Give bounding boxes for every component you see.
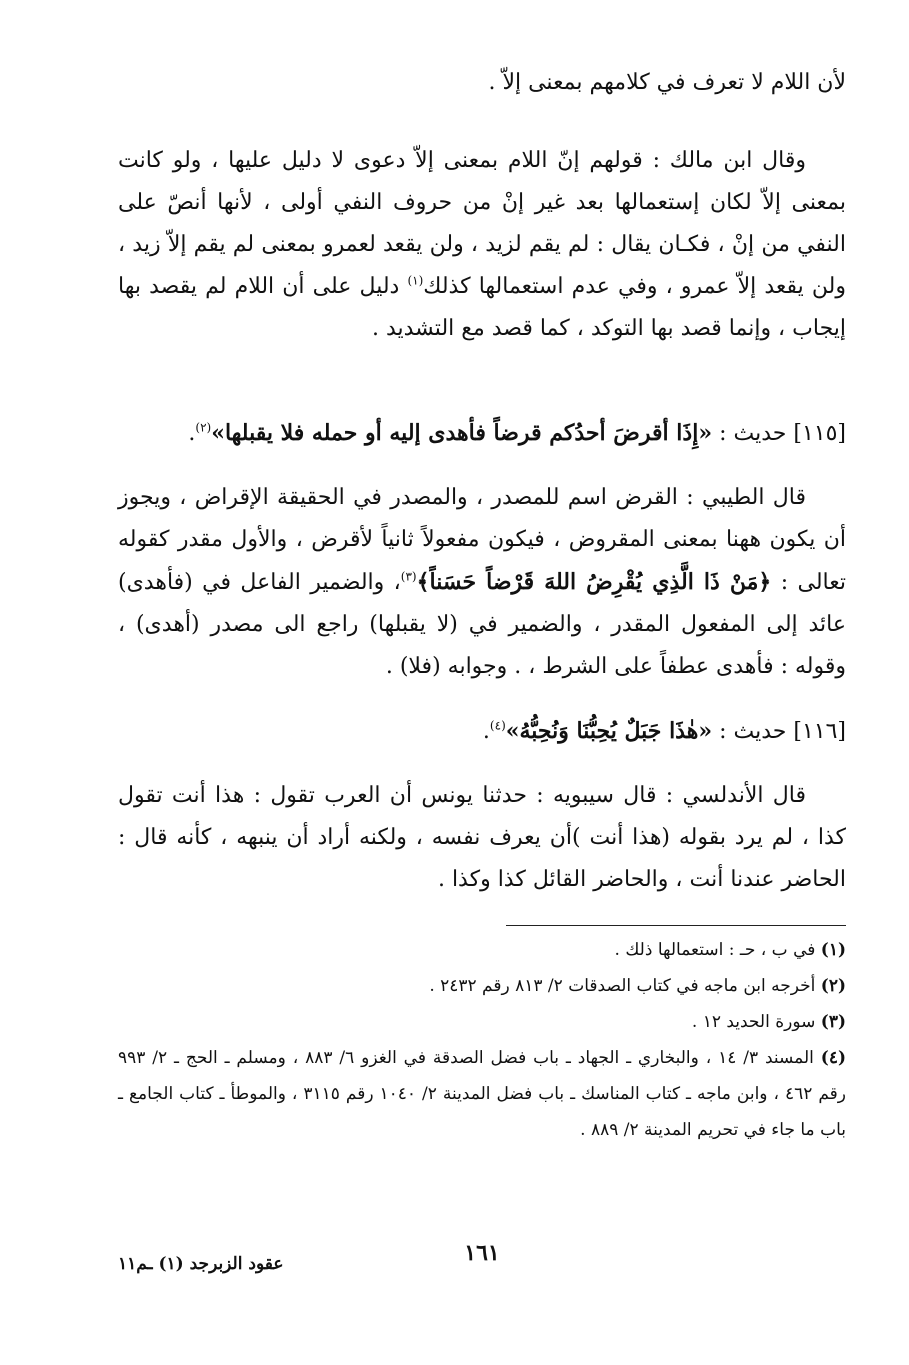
paragraph-3 xyxy=(118,477,846,688)
paragraph-2 xyxy=(118,140,846,350)
footnote-number: (١) xyxy=(820,940,846,960)
paragraph-2-text: وقال ابن مالك : قولهم إنّ اللام بمعنى إلاّ دعوى لا دليل عليها ، ولو كانت بمعنى إلاّ لكان إستعمالها بعد غير إنْ من حروف النفي أولى ، لأنها أنصّ على النفي من إنْ ، فكـان يقال : لم يقم لزيد ، ولن يقعد لعمرو بمعنى لم يقم إلاّ زيد ، ولن يقعد إلاّ عمرو ، وفي عدم استعمالها كذلك xyxy=(118,148,846,299)
hadith-number: [١١٦] xyxy=(793,719,846,744)
footnote-3 xyxy=(118,1004,846,1040)
hadith-quote: «إِذَا أقرضَ أحدُكم قرضاً فأهدى إليه أو حمله فلا يقبلها» xyxy=(211,420,713,446)
hadith-115 xyxy=(118,412,846,455)
footnote-divider xyxy=(506,925,846,926)
footnote-ref-1[interactable]: (١) xyxy=(407,273,424,288)
page-body xyxy=(118,62,846,1148)
footnote-ref-4[interactable]: (٤) xyxy=(489,718,506,733)
spacer xyxy=(118,688,846,710)
hadith-end: . xyxy=(482,719,490,744)
footnote-text: سورة الحديد ١٢ . xyxy=(691,1012,816,1032)
hadith-label: حديث : xyxy=(719,719,787,744)
hadith-116 xyxy=(118,710,846,753)
book-signature: عقود الزبرجد (١) ـم١١ xyxy=(118,1254,284,1274)
quran-verse: ﴿مَنْ ذَا الَّذِي يُقْرِضُ اللهَ قَرْضاً حَسَناً﴾ xyxy=(416,569,772,595)
paragraph-3-text-b: ، والضمير الفاعل في (فأهدى) عائد إلى المفعول المقدر ، والضمير في (لا يقبلها) راجع الى مصدر (أهدى) ، وقوله : فأهدى عطفاً على الشرط ، . وجوابه (فلا) . xyxy=(118,570,846,679)
spacer xyxy=(118,455,846,477)
footnote-4 xyxy=(118,1040,846,1148)
spacer xyxy=(118,350,846,412)
paragraph-2-end: دليل على أن اللام لم يقصد بها إيجاب ، وإنما قصد بها التوكد ، كما قصد مع التشديد . xyxy=(118,274,846,341)
spacer xyxy=(118,104,846,140)
footnote-text: المسند ٣/ ١٤ ، والبخاري ـ الجهاد ـ باب فضل الصدقة في الغزو ٦/ ٨٨٣ ، ومسلم ـ الحج ـ ٢/ ٩٩٣ رقم ٤٦٢ ، وابن ماجه ـ كتاب المناسك ـ باب فضل المدينة ٢/ ١٠٤٠ رقم ٣١١٥ ، والموطأ ـ كتاب الجامع ـ باب ما جاء في تحريم المدينة ٢/ ٨٨٩ . xyxy=(118,1048,846,1140)
paragraph-4: قال الأندلسي : قال سيبويه : حدثنا يونس أن العرب تقول : هذا أنت تقول كذا ، لم يرد بقوله (هذا أنت )أن يعرف نفسه ، ولكنه أراد أن ينبهه ، كأنه قال : الحاضر عندنا أنت ، والحاضر القائل كذا وكذا . xyxy=(118,783,846,892)
hadith-end: . xyxy=(188,421,196,446)
footnote-ref-2[interactable]: (٢) xyxy=(195,420,212,435)
spacer xyxy=(118,753,846,775)
footnote-number: (٤) xyxy=(820,1048,847,1068)
page-footer xyxy=(118,1240,846,1280)
footnote-text: أخرجه ابن ماجه في كتاب الصدقات ٢/ ٨١٣ رقم ٢٤٣٢ . xyxy=(429,976,816,996)
paragraph-1: لأن اللام لا تعرف في كلامهم بمعنى إلاّ . xyxy=(488,70,846,95)
footnote-1 xyxy=(118,932,846,968)
hadith-quote: «هٰذَا جَبَلٌ يُحِبُّنَا وَنُحِبُّهُ» xyxy=(505,718,713,744)
hadith-label: حديث : xyxy=(719,421,787,446)
footnote-number: (٣) xyxy=(820,1012,846,1032)
footnote-number: (٢) xyxy=(820,976,846,996)
page-number: ١٦١ xyxy=(464,1240,500,1266)
footnote-ref-3[interactable]: (٣) xyxy=(400,569,417,584)
paragraph-3-text-a: قال الطيبي : القرض اسم للمصدر ، والمصدر في الحقيقة الإقراض ، ويجوز أن يكون ههنا بمعنى المقروض ، فيكون مفعولاً ثانياً لأقرض ، والأول مقدر كقوله تعالى : xyxy=(118,485,846,595)
footnotes xyxy=(118,932,846,1148)
footnote-text: في ب ، حـ : استعمالها ذلك . xyxy=(614,940,816,960)
footnote-2 xyxy=(118,968,846,1004)
hadith-number: [١١٥] xyxy=(793,421,846,446)
